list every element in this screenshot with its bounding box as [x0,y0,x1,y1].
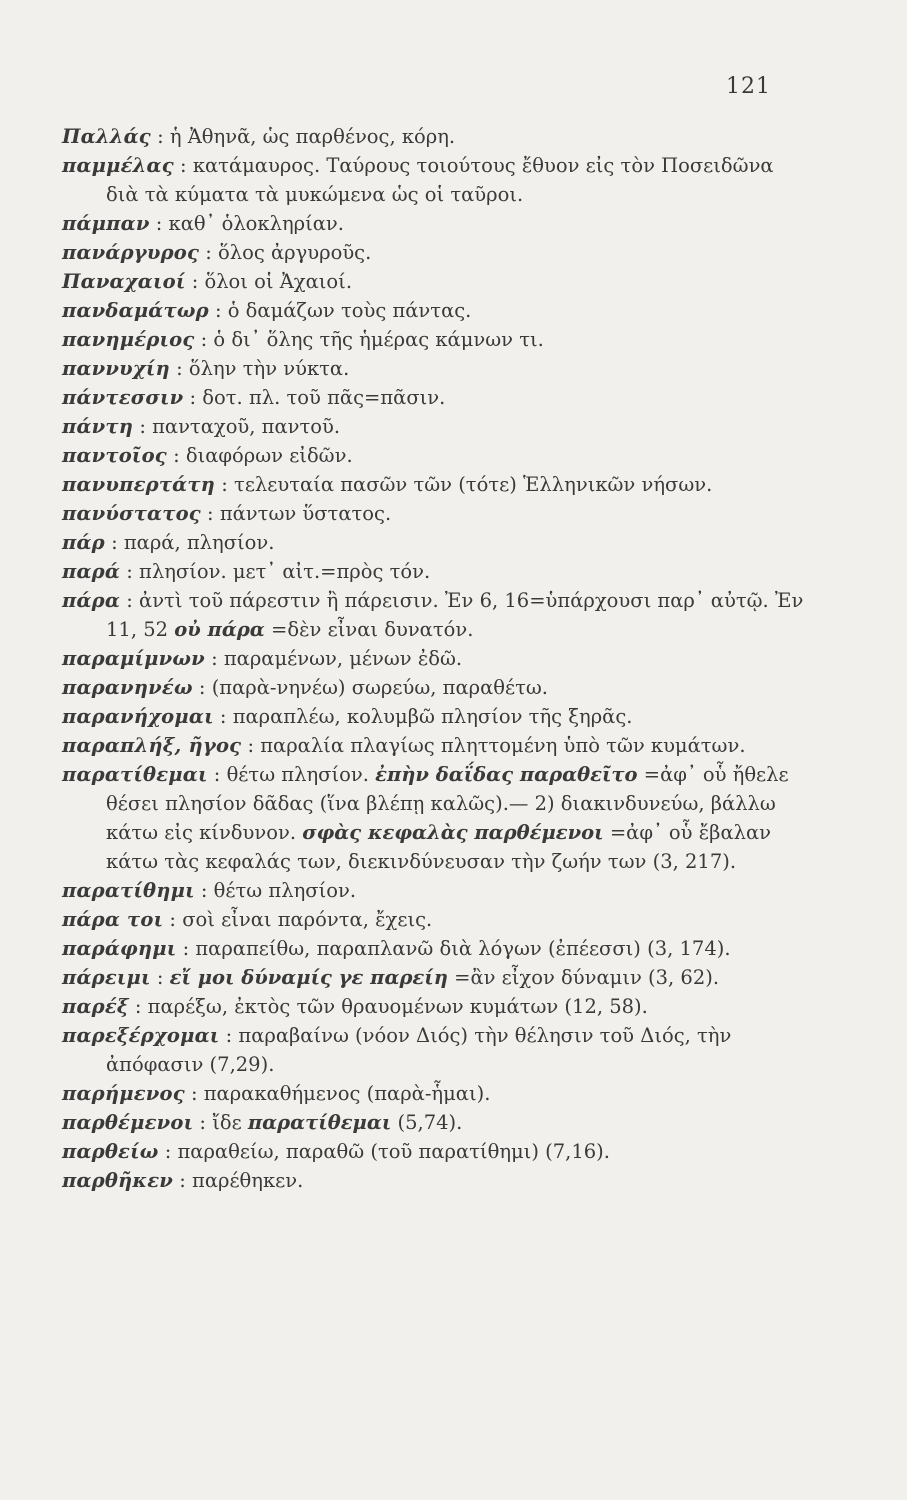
entry-definition: : παρέξω, ἐκτὸς τῶν θραυομένων κυμάτων (12, 58). [134,995,648,1018]
entry-headword: πάρ [62,531,105,554]
entry-headword: Παλλάς [62,125,151,148]
entry-definition: : παρακαθήμενος (παρὰ-ἧμαι). [190,1082,491,1105]
entry-definition: : τελευταία πασῶν τῶν (τότε) Ἑλληνικῶν νήσων. [221,473,713,496]
glossary-entry [62,1166,807,1195]
entry-definition: : παρέθηκεν. [179,1169,304,1192]
glossary-entry [62,876,807,905]
glossary-entry [62,760,807,876]
entry-definition: : δοτ. πλ. τοῦ πᾶς=πᾶσιν. [189,386,446,409]
glossary-entry [62,209,807,238]
entry-headword: παρανήχομαι [62,705,214,728]
entry-definition: =δὲν εἶναι δυνατόν. [271,618,474,641]
entry-headword: παρά [62,560,121,583]
entry-example: ἐπὴν δαΐδας παραθεῖτο [375,763,638,786]
entry-definition: : πλησίον. μετ᾽ αἰτ.=πρὸς τόν. [126,560,431,583]
glossary-entry [62,934,807,963]
glossary-entry [62,731,807,760]
entry-headword: πάμπαν [62,212,150,235]
entry-definition: (5,74). [397,1111,463,1134]
glossary-entry [62,586,807,644]
entry-definition: : σοὶ εἶναι παρόντα, ἔχεις. [169,908,433,931]
entry-definition: : κατάμαυρος. Ταύρους τοιούτους ἔθυον εἰς τὸν Ποσειδῶνα διὰ τὰ κύματα τὰ μυκώμενα ὡς οἱ ταῦροι. [106,154,774,206]
entry-headword: παραπλήξ, ῆγος [62,734,242,757]
entry-headword: παρέξ [62,995,129,1018]
entry-headword: παράφημι [62,937,177,960]
entry-definition: : ἴδε [199,1111,242,1134]
entry-definition: : παραλία πλαγίως πληττομένη ὑπὸ τῶν κυμάτων. [247,734,746,757]
glossary-entry [62,354,807,383]
glossary-entry [62,499,807,528]
entry-headword: Παναχαιοί [62,270,186,293]
entry-definition: : παραβαίνω (νόον Διός) τὴν θέλησιν τοῦ Διός, τὴν ἀπόφασιν (7,29). [106,1024,732,1076]
entry-definition: : παραπείθω, παραπλανῶ διὰ λόγων (ἐπέεσσι) (3, 174). [182,937,731,960]
glossary-entry [62,1079,807,1108]
glossary-entry [62,528,807,557]
entry-definition: : διαφόρων εἰδῶν. [173,444,353,467]
page-number: 121 [726,74,771,99]
entry-headword: παρθῆκεν [62,1169,174,1192]
entry-headword: πάντη [62,415,134,438]
entry-example: σφὰς κεφαλὰς παρθέμενοι [302,821,604,844]
entry-headword: παρατίθημι [62,879,195,902]
glossary-entry [62,151,807,209]
entry-definition: =ἀφ᾽ οὗ ἔβαλαν κάτω τὰς κεφαλάς των, διεκινδύνευσαν τὴν ζωήν των (3, 217). [106,821,772,873]
entry-definition: : ἀντὶ τοῦ πάρεστιν ἢ πάρεισιν. Ἐν 6, 16=ὑπάρχουσι παρ᾽ αὐτῷ. Ἐν 11, 52 [106,589,804,641]
entry-definition: =ἀφ᾽ οὗ ἤθελε θέσει πλησίον δᾶδας (ἵνα βλέπῃ καλῶς).— 2) διακινδυνεύω, βάλλω κάτω εἰς κίνδυνον. [106,763,789,844]
entry-headword: πάντεσσιν [62,386,184,409]
entry-definition: : ὁ δι᾽ ὅλης τῆς ἡμέρας κάμνων τι. [200,328,544,351]
glossary-entry [62,412,807,441]
entry-definition: : ἡ Ἀθηνᾶ, ὡς παρθένος, κόρη. [157,125,456,148]
entry-example: εἴ μοι δύναμίς γε παρείη [169,966,448,989]
glossary-entry [62,1021,807,1079]
entry-definition: : πάντων ὕστατος. [207,502,392,525]
glossary-entry [62,470,807,499]
entry-definition: : παρά, πλησίον. [111,531,275,554]
entry-definition: : ὅλην τὴν νύκτα. [176,357,350,380]
glossary-entry [62,557,807,586]
entry-definition: =ἂν εἶχον δύναμιν (3, 62). [454,966,720,989]
entry-headword: πάρειμι [62,966,151,989]
entry-headword: πανάργυρος [62,241,200,264]
entry-headword: παρανηνέω [62,676,193,699]
entry-headword: παρατίθεμαι [62,763,208,786]
entry-example: παρατίθεμαι [247,1111,392,1134]
entry-headword: παραμίμνων [62,647,205,670]
entry-headword: πανδαμάτωρ [62,299,209,322]
entry-definition: : παραμένων, μένων ἐδῶ. [211,647,463,670]
entry-definition: : [156,966,164,989]
entry-example: οὐ πάρα [174,618,265,641]
entry-headword: πάρα τοι [62,908,164,931]
entry-headword: παμμέλας [62,154,174,177]
glossary-entry [62,1108,807,1137]
entry-headword: παντοῖος [62,444,167,467]
glossary-entry [62,383,807,412]
glossary-entry [62,122,807,151]
entry-definition: : πανταχοῦ, παντοῦ. [139,415,341,438]
entry-headword: πάρα [62,589,121,612]
glossary-entry [62,441,807,470]
entry-headword: παρθείω [62,1140,159,1163]
entry-headword: πανύστατος [62,502,201,525]
glossary-entry [62,702,807,731]
glossary-entry [62,1137,807,1166]
glossary-entry [62,238,807,267]
glossary-entry [62,296,807,325]
entry-headword: παρεξέρχομαι [62,1024,220,1047]
entry-definition: : (παρὰ-νηνέω) σωρεύω, παραθέτω. [198,676,548,699]
entry-definition: : παραθείω, παραθῶ (τοῦ παρατίθημι) (7,16). [164,1140,610,1163]
glossary-entry [62,992,807,1021]
glossary-entries [62,122,807,1195]
entry-headword: παρήμενος [62,1082,185,1105]
entry-definition: : παραπλέω, κολυμβῶ πλησίον τῆς ξηρᾶς. [219,705,633,728]
entry-headword: πανυπερτάτη [62,473,216,496]
entry-headword: παννυχίη [62,357,170,380]
glossary-entry [62,325,807,354]
entry-definition: : ὅλοι οἱ Ἀχαιοί. [191,270,353,293]
glossary-entry [62,644,807,673]
entry-headword: πανημέριος [62,328,195,351]
entry-definition: : καθ᾽ ὁλοκληρίαν. [155,212,344,235]
entry-definition: : θέτω πλησίον. [213,763,369,786]
entry-definition: : ὅλος ἀργυροῦς. [205,241,372,264]
glossary-entry [62,963,807,992]
glossary-entry [62,673,807,702]
entry-definition: : θέτω πλησίον. [200,879,357,902]
entry-headword: παρθέμενοι [62,1111,194,1134]
glossary-entry [62,905,807,934]
entry-definition: : ὁ δαμάζων τοὺς πάντας. [214,299,472,322]
glossary-entry [62,267,807,296]
